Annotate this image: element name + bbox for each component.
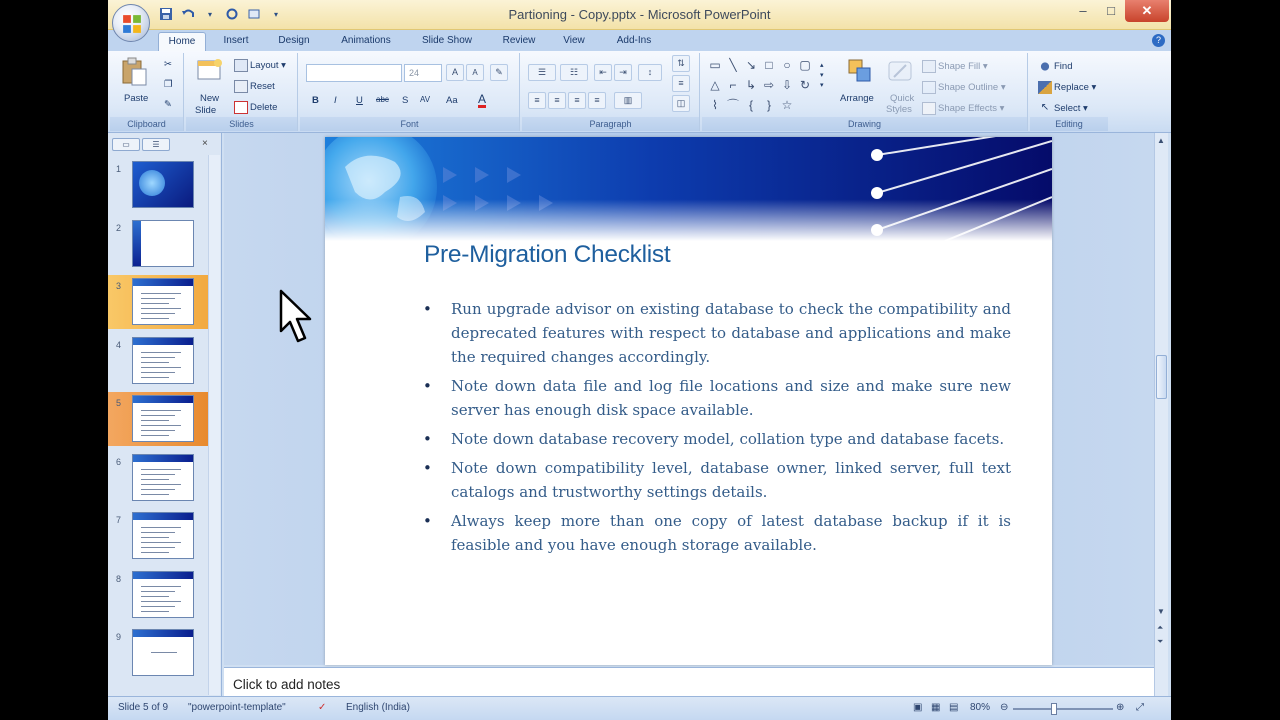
- scrollbar-thumb[interactable]: [1156, 355, 1167, 399]
- slide-thumbnail-9[interactable]: [108, 626, 208, 680]
- clear-formatting-button[interactable]: ✎: [490, 64, 508, 81]
- font-size-combo[interactable]: 24: [404, 64, 442, 82]
- slide-thumbnail-number: 8: [116, 574, 122, 584]
- strikethrough-button[interactable]: abc: [376, 95, 389, 104]
- tab-view[interactable]: View: [563, 35, 585, 46]
- line-spacing-button[interactable]: ↕: [638, 64, 662, 81]
- slide-thumbnail-number: 2: [116, 223, 122, 233]
- slide-thumbnail-3[interactable]: [108, 275, 208, 329]
- align-right-button[interactable]: ≡: [568, 92, 586, 109]
- find-button[interactable]: [1038, 60, 1072, 73]
- slide-title[interactable]: Pre-Migration Checklist: [424, 241, 671, 268]
- select-label: Select: [1054, 103, 1081, 115]
- slides-group: [186, 53, 298, 131]
- select-arrow-icon: ↖: [1040, 102, 1050, 113]
- change-case-button[interactable]: Aa: [446, 95, 458, 106]
- grow-font-button[interactable]: A: [446, 64, 464, 81]
- layout-icon: [234, 59, 248, 72]
- normal-view-icon[interactable]: ▣: [913, 702, 923, 713]
- replace-label: Replace: [1054, 82, 1089, 94]
- elbow-arrow-shape-icon[interactable]: ↳: [745, 78, 757, 92]
- quick-styles-button-line2[interactable]: Styles: [886, 104, 912, 115]
- slide-sorter-view-icon[interactable]: ▦: [931, 702, 941, 713]
- next-slide-icon[interactable]: ⏷: [1157, 637, 1164, 646]
- shape-outline-label: Shape Outline: [938, 82, 999, 94]
- previous-slide-icon[interactable]: ⏶: [1157, 623, 1164, 632]
- dropdown-arrow-icon[interactable]: ▾: [207, 10, 212, 19]
- ribbon: [108, 51, 1171, 133]
- replace-icon: [1038, 81, 1052, 94]
- shadow-button[interactable]: S: [402, 95, 409, 106]
- window-controls: [1069, 0, 1169, 22]
- line-shape-icon[interactable]: ╲: [729, 58, 737, 72]
- slide-thumbnail-number: 9: [116, 632, 122, 642]
- slide-thumbnail-number: 6: [116, 457, 122, 467]
- slide-thumbnail-image: [132, 220, 194, 267]
- find-label: Find: [1054, 61, 1073, 73]
- delete-button[interactable]: [234, 101, 277, 114]
- bullet-item[interactable]: • Note down database recovery model, collation type and database facets.: [423, 427, 1011, 451]
- reset-button[interactable]: [234, 80, 275, 93]
- slide-thumbnail-number: 1: [116, 164, 122, 174]
- current-slide[interactable]: [325, 137, 1052, 665]
- arrange-icon: [846, 57, 874, 85]
- text-direction-button[interactable]: ⇅: [672, 55, 690, 72]
- numbering-button[interactable]: ☷: [560, 64, 588, 81]
- triangle-shape-icon[interactable]: △: [710, 78, 720, 92]
- curve-shape-icon[interactable]: ⌒: [726, 98, 739, 112]
- char-spacing-button[interactable]: AV: [420, 95, 431, 104]
- slide-thumbnail-image: [132, 629, 194, 676]
- layout-button[interactable]: Layout ▾: [234, 59, 286, 72]
- align-left-button[interactable]: ≡: [528, 92, 546, 109]
- bold-button[interactable]: B: [312, 95, 319, 106]
- arrange-button[interactable]: Arrange: [840, 93, 874, 104]
- columns-button[interactable]: ▥: [614, 92, 642, 109]
- center-button[interactable]: ≡: [548, 92, 566, 109]
- close-button[interactable]: ✕: [1125, 0, 1169, 22]
- new-slide-icon: [196, 57, 224, 85]
- editing-group: [1030, 53, 1108, 131]
- slide-thumbnail-number: 4: [116, 340, 122, 350]
- slide-thumbnail-6[interactable]: [108, 451, 208, 505]
- slide-thumbnail-image: [132, 337, 194, 384]
- shape-outline-icon: [922, 81, 936, 94]
- slide-thumbnail-number: 7: [116, 515, 122, 525]
- bullet-item[interactable]: • Note down compatibility level, database owner, linked server, full text catalogs and trustworthy settings details.: [423, 456, 1011, 504]
- status-bar: [108, 696, 1171, 720]
- bullet-item[interactable]: • Run upgrade advisor on existing database to check the compatibility and deprecated features with respect to database and applications and make the required changes accordingly.: [423, 297, 1011, 369]
- textbox-shape-icon[interactable]: ▭: [709, 58, 721, 72]
- new-slide-button[interactable]: New: [200, 93, 220, 104]
- delete-icon: [234, 101, 248, 114]
- zoom-slider[interactable]: [1013, 708, 1113, 710]
- paragraph-group-label: Paragraph: [522, 117, 699, 131]
- shape-fill-label: Shape Fill: [938, 61, 981, 73]
- slide-thumbnail-image: [132, 454, 194, 501]
- shape-fill-button[interactable]: Shape Fill ▾: [922, 60, 988, 73]
- paste-button[interactable]: Paste: [124, 93, 149, 104]
- cut-icon[interactable]: ✂: [164, 59, 172, 70]
- new-slide-button-line2[interactable]: Slide: [195, 105, 217, 116]
- office-logo-icon: [122, 14, 142, 34]
- delete-label: Delete: [250, 102, 278, 114]
- tab-insert[interactable]: Insert: [223, 35, 249, 46]
- slide-thumbnail-7[interactable]: [108, 509, 208, 563]
- outline-tab[interactable]: ☰: [142, 138, 170, 151]
- tab-animations[interactable]: Animations: [341, 35, 391, 46]
- binoculars-icon: [1038, 60, 1052, 73]
- reset-icon: [234, 80, 248, 93]
- oval-shape-icon[interactable]: ○: [783, 58, 791, 72]
- shape-outline-button[interactable]: Shape Outline ▾: [922, 81, 1006, 94]
- copy-icon[interactable]: ❐: [164, 79, 173, 90]
- shape-effects-label: Shape Effects: [938, 103, 997, 115]
- format-painter-icon[interactable]: ✎: [164, 99, 172, 110]
- bullet-item[interactable]: • Always keep more than one copy of latest database backup if it is feasible and you have enough storage available.: [423, 509, 1011, 557]
- bullet-item[interactable]: • Note down data file and log file locations and size and make sure new server has enough disk space available.: [423, 374, 1011, 422]
- maximize-button[interactable]: □: [1107, 3, 1115, 18]
- tab-home[interactable]: Home: [158, 32, 206, 51]
- font-color-button[interactable]: A: [478, 92, 487, 106]
- font-group-label: Font: [300, 117, 519, 131]
- slide-editing-area: [224, 133, 1154, 665]
- office-button[interactable]: [112, 4, 150, 42]
- select-button[interactable]: ↖ Select ▾: [1038, 102, 1088, 115]
- clipboard-group-label: Clipboard: [110, 117, 183, 131]
- bullets-button[interactable]: ☰: [528, 64, 556, 81]
- tab-slide-show[interactable]: Slide Show: [421, 35, 473, 46]
- brace-right-shape-icon[interactable]: }: [766, 98, 771, 112]
- spellcheck-icon[interactable]: ✓: [318, 702, 327, 713]
- drawing-group-label: Drawing: [702, 117, 1027, 131]
- decrease-indent-button[interactable]: ⇤: [594, 64, 612, 81]
- shapes-scroll-icon[interactable]: ▴ ▾ ▾: [820, 62, 824, 89]
- rectangle-shape-icon[interactable]: □: [765, 58, 773, 72]
- notes-pane[interactable]: [224, 667, 1154, 696]
- shape-effects-button[interactable]: Shape Effects ▾: [922, 102, 1004, 115]
- slide-thumbnail-5[interactable]: [108, 392, 208, 446]
- tab-design[interactable]: Design: [278, 35, 310, 46]
- slides-pane-scrollbar[interactable]: [208, 155, 220, 695]
- font-group: [300, 53, 520, 131]
- title-bar: [108, 0, 1171, 30]
- layout-label: Layout: [250, 60, 279, 72]
- drawing-group: [702, 53, 1028, 131]
- slides-pane: [108, 133, 222, 696]
- help-icon[interactable]: ?: [1152, 34, 1165, 47]
- shape-fill-icon: [922, 60, 936, 73]
- reset-label: Reset: [250, 81, 275, 93]
- slide-thumbnail-image: [132, 161, 194, 208]
- slide-thumbnail-4[interactable]: [108, 334, 208, 388]
- right-arrow-shape-icon[interactable]: ⇨: [763, 78, 775, 92]
- powerpoint-window: [108, 0, 1171, 720]
- slide-thumbnail-8[interactable]: [108, 568, 208, 622]
- cycle-shape-icon[interactable]: ↻: [799, 78, 811, 92]
- close-pane-icon[interactable]: ×: [202, 138, 208, 149]
- underline-button[interactable]: U: [356, 95, 363, 106]
- slides-group-label: Slides: [186, 117, 297, 131]
- scroll-down-arrow-icon[interactable]: ▼: [1157, 607, 1165, 616]
- slide-thumbnail-1[interactable]: [108, 158, 208, 212]
- scroll-up-arrow-icon[interactable]: ▲: [1157, 136, 1165, 145]
- zoom-level[interactable]: 80%: [970, 702, 991, 713]
- quick-styles-button[interactable]: Quick: [890, 93, 915, 104]
- arrow-line-shape-icon[interactable]: ↘: [745, 58, 757, 72]
- slide-header-banner: [325, 137, 1052, 241]
- align-text-button[interactable]: ≡: [672, 75, 690, 92]
- minimize-button[interactable]: –: [1079, 3, 1087, 18]
- justify-button[interactable]: ≡: [588, 92, 606, 109]
- slideshow-view-icon[interactable]: ▤: [949, 702, 959, 713]
- lightning-shape-icon[interactable]: ⌇: [712, 98, 718, 112]
- smartart-button[interactable]: ◫: [672, 95, 690, 112]
- editing-group-label: Editing: [1030, 117, 1108, 131]
- theme-name: "powerpoint-template": [188, 702, 286, 713]
- slide-bullet-list[interactable]: [423, 297, 1011, 562]
- slide-thumbnail-2[interactable]: [108, 217, 208, 271]
- slide-thumbnail-image: [132, 512, 194, 559]
- shape-effects-icon: [922, 102, 936, 115]
- clipboard-group: [110, 53, 184, 131]
- mouse-pointer-icon: [275, 287, 315, 351]
- slide-counter: Slide 5 of 9: [118, 702, 169, 713]
- customize-qat-icon[interactable]: ▾: [273, 10, 278, 19]
- paragraph-group: [522, 53, 700, 131]
- slide-thumbnail-image: [132, 278, 194, 325]
- slide-vertical-scrollbar[interactable]: [1154, 133, 1168, 696]
- tab-review[interactable]: Review: [502, 35, 536, 46]
- down-arrow-shape-icon[interactable]: ⇩: [781, 78, 793, 92]
- quick-styles-icon: [886, 57, 914, 85]
- tab-add-ins[interactable]: Add-Ins: [616, 35, 652, 46]
- star-shape-icon[interactable]: ☆: [781, 98, 793, 112]
- slide-thumbnail-image: [132, 395, 194, 442]
- increase-indent-button[interactable]: ⇥: [614, 64, 632, 81]
- zoom-out-icon[interactable]: ⊖: [1000, 702, 1009, 713]
- fit-to-window-icon[interactable]: ⤢: [1136, 702, 1144, 713]
- slide-thumbnail-image: [132, 571, 194, 618]
- language-indicator[interactable]: English (India): [346, 702, 410, 713]
- slides-tab[interactable]: ▭: [112, 138, 140, 151]
- paste-icon: [120, 57, 148, 85]
- ribbon-tabs: [108, 30, 1171, 51]
- elbow-shape-icon[interactable]: ⌐: [729, 78, 737, 92]
- shrink-font-button[interactable]: A: [466, 64, 484, 81]
- notes-placeholder: Click to add notes: [233, 677, 341, 692]
- slide-thumbnail-number: 5: [116, 398, 122, 408]
- slide-thumbnail-number: 3: [116, 281, 122, 291]
- brace-left-shape-icon[interactable]: {: [748, 98, 753, 112]
- italic-button[interactable]: I: [334, 95, 337, 106]
- pane-tabs: [112, 138, 170, 152]
- zoom-in-icon[interactable]: ⊕: [1116, 702, 1125, 713]
- rounded-rect-shape-icon[interactable]: ▢: [799, 58, 811, 72]
- window-title: Partioning - Copy.pptx - Microsoft PowerPoint: [508, 7, 771, 22]
- zoom-slider-knob[interactable]: [1051, 703, 1057, 715]
- replace-button[interactable]: Replace ▾: [1038, 81, 1096, 94]
- font-name-combo[interactable]: [306, 64, 402, 82]
